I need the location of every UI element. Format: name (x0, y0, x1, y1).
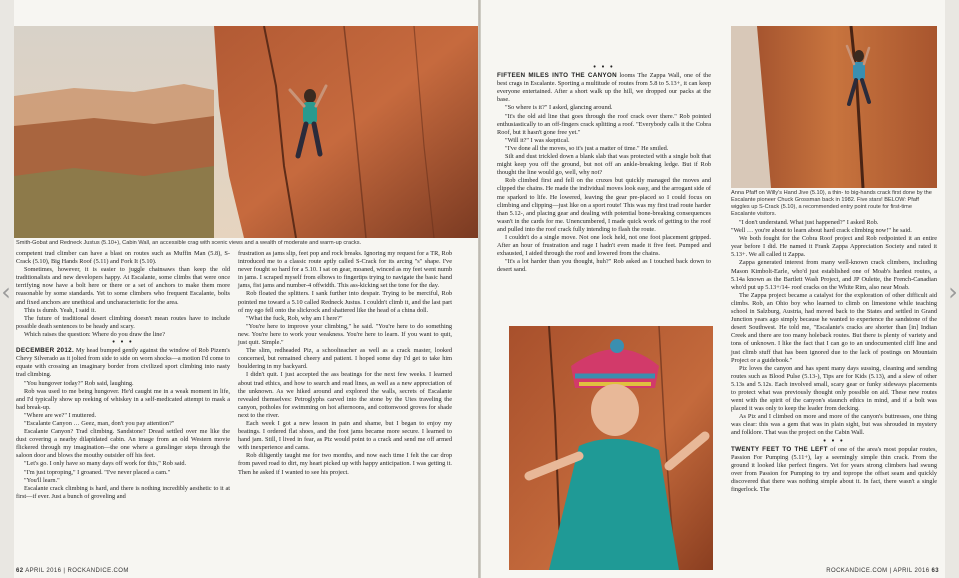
left-column-2 (238, 250, 452, 477)
paragraph: Escalante crack climbing is hard, and there is nothing incredibly aesthetic to it at first—if ever. Just a bunch of groveling and (16, 484, 230, 500)
section-divider: • • • (112, 339, 134, 347)
paragraph: Rob floated the splitters. I sank further into despair. Trying to be merciful, Rob pointed me toward a 5.10 called Redneck Justus. I couldn't climb it, and the last part of my ego fell onto the slickrock and shattered like the head of a china doll. (238, 290, 452, 314)
paragraph: The Zappa project became a catalyst for the exploration of other difficult aid climbs. Rob, an Ohio boy who learned to climb on limestone while teaching school in Salzburg, Austria, had moved back to the States and settled in Grand Junction years ago simply because he wanted to experience the sandstone of the desert Southwest. He told me, "Escalante's cracks are shorter than [in] Indian Creek and there are too many holeback routes. But there is plenty of variety and tons of unknown. I like the fact that I can go to an undocumented cliff line and just climb stuff that has been ignored due to the lack of postings on Mountain Project or a guidebook." (731, 291, 937, 364)
paragraph: Rob diligently taught me for two months, and now each time I felt the car drop from paved road to dirt, my heart picked up with happy anticipation. I was getting it. Then he asked if I wanted to see his project. (238, 452, 452, 476)
section-lead-in: DECEMBER 2012. (16, 347, 75, 355)
paragraph: "I'm just toproping," I groaned. "I've never placed a cam." (24, 468, 171, 476)
paragraph: of one of the area's most popular routes, Passion For Pumping (5.11+), lay a seemingly simple thin crack. From the ground it looked like perfect fingers. Yet for years strong climbers had swung over from Passion for Pumping to try and toprope the offset seam and quickly discovered that there was nothing simple about it. In fact, there wasn't a single fingerlock. The (731, 445, 937, 494)
climber-photo-image (509, 326, 713, 570)
climber-photo-cabin-wall (14, 26, 478, 238)
section-lead-in: TWENTY FEET TO THE LEFT (731, 445, 828, 453)
photo-caption: Smith-Gobat and Redneck Justus (5.10+), Cabin Wall, an accessible crag with scenic views and a wealth of moderate and warm-up cracks. (16, 240, 362, 246)
paragraph: We both fought for the Cobra Roof project and Rob redpointed it an entire year before I did. He named it Frank Zappa Appreciation Society and rated it 5.13+. We all called it Zappa. (731, 235, 937, 259)
climber-photo-s-crack (509, 326, 713, 570)
paragraph: "You'll learn." (24, 476, 60, 484)
paragraph: Sometimes, however, it is easier to juggle chainsaws than keep the old traditionalists and new developers happy. At Escalante, some climbs that were once terrifying now have a bolt here or there or a set of anchors to make them more reasonable by some standards. Yet to some climbers who frequent Escalante, bolts and fixed anchors are unethical and uncharacteristic for the area. (16, 266, 230, 306)
paragraph: "You hungover today?" Rob said, laughing. (24, 379, 134, 387)
next-page-arrow-icon[interactable]: › (948, 278, 958, 306)
paragraph: "So where is it?" I asked, glancing around. (505, 104, 613, 112)
right-column-1 (497, 66, 711, 274)
section-divider: • • • (823, 437, 845, 445)
paragraph: "What the fuck, Rob, why am I here?" (246, 314, 343, 322)
paragraph: "Where are we?" I muttered. (24, 411, 97, 419)
paragraph: I didn't quit. I just accepted the ass beatings for the next few weeks. I learned about trad ethics, and how to search and read lines, as well as a new appreciation of the unknown. As we hiked around and explored the walls, secrets of Escalante revealed themselves: Petroglyphs carved into the stone by the Utes traveling the canyon, potholes for swimming on hot afternoons, and cottonwood groves for shade next to the river. (238, 371, 452, 419)
paragraph: frustration as jams slip, feet pop and rock breaks. Ignoring my request for a TR, Rob introduced me to a classic route aptly called S-Crack for its arcing "s" shape. I've never fought so hard for a 5.10. I sat on gear, moaned, winced as my feet went numb in jams. I scraped myself from elbows to fingertips trying to navigate the basic hand jams, fist jams and number-4 offwidth. This ass-kicking set the tone for the day. (238, 250, 452, 290)
left-column-1 (16, 250, 230, 501)
paragraph: Piz loves the canyon and has spent many days sussing, cleaning and sending routes such as Blood Pulse (5.13-), Tips are for Kids (5.13), and a slew of other 5.13s and 5.12s. Each involved small, scary gear or funky sideways placements to protect what was previously thought only possible on aid. These new routes went with the spirit of the canyon's staunch ethics in mind, and if a bolt was placed it was only to keep the leader from decking. (731, 364, 937, 413)
paragraph: "Escalante Canyon … Geez, man, don't you pay attention?" (24, 419, 175, 427)
paragraph: "I don't understand. What just happened?" I asked Rob. (739, 219, 879, 226)
left-page (14, 0, 478, 578)
paragraph: This is dumb. Yeah, I said it. (24, 306, 97, 314)
page-number: 63 (931, 568, 939, 574)
paragraph: As Piz and I climbed on more and more of the canyon's buttresses, one thing was clear: this was a gem that was in plain sight, but was shrouded in mystery and folklore. That was the project on the Cabin Wall. (731, 413, 937, 437)
section-divider: • • • (593, 64, 615, 71)
folio-text: ROCKANDICE.COM | APRIL 2016 (826, 568, 930, 574)
page-folio-left (16, 568, 129, 574)
paragraph: "It's a lot harder than you thought, huh?" Rob asked as I touched back down to desert sand. (497, 258, 711, 274)
paragraph: My head bumped gently against the window of Rob Pizem's Chevy Silverado as it jolted from side to side on worn shocks—a motion I'd come to equate with crossing an imaginary border from civilized sport climbing into nasty trad climbing. (16, 347, 230, 379)
page-number: 62 (16, 568, 24, 574)
right-page (481, 0, 945, 578)
climber-photo-image (731, 26, 937, 188)
paragraph: "I've done all the moves, so it's just a matter of time." He smiled. (505, 144, 669, 152)
page-folio-right (826, 568, 939, 574)
paragraph: Zappa generated interest from many well-known crack climbers, including Mason Kimbolt-Earle, who'd just established one of Moab's hardest routes, a 5.14a known as the Bartlett Wash Project, and JP Oulette, the French-Canadian who'd put up 5.13+/14- roof cracks on the White Rim, also near Moab. (731, 259, 937, 291)
paragraph: Rob was used to me being hungover. He'd caught me in a weak moment in life, and I'd typically show up reeking of whiskey in a self-medicated attempt to mask a bad break-up. (16, 387, 230, 411)
climber-photo-image (14, 26, 478, 238)
paragraph: Each week I got a new lesson in pain and shame, but I began to enjoy my beatings. I ordered flat shoes, and the foot jams became more secure. I learned to hand jam. Still, I lived in fear, as Piz would point to a crack and send me off armed with inexperience and cams. (238, 419, 452, 452)
paragraph: I couldn't do a single move. Not one lock held, not one foot placement gripped. After an hour of frustration and rage I hadn't even made it five feet. Pumped and exhausted, I aided through the roof and lowered from the chains. (497, 233, 711, 258)
paragraph: "Well … you're about to learn about hard crack climbing now!" he said. (731, 227, 912, 235)
paragraph: "You're here to improve your climbing," he said. "You're here to do something new. You're here to work your weakness. You're here to learn. If you want to quit, just quit. Simple." (238, 322, 452, 347)
paragraph: competent trad climber can have a blast on routes such as Muffin Man (5.8), S-Crack (5.10), Big Hands Roof (5.11) and Fork It (5.10). (16, 250, 230, 266)
folio-text: APRIL 2016 | ROCKANDICE.COM (25, 568, 129, 574)
paragraph: "It's the old aid line that goes through the roof crack over there." Rob pointed enthusiastically to an off-fingers crack splitting a roof. "Everybody calls it the Cobra Roof, but it hasn't gone free yet." (497, 112, 711, 136)
paragraph: "Let's go. I only have so many days off work for this," Rob said. (24, 460, 187, 468)
paragraph: looms The Zappa Wall, one of the best crags in Escalante. Sporting a multitude of routes from 5.8 to 5.13+, it can keep everyone entertained. After a short walk up the hill, we dropped our packs at the base. (497, 72, 711, 104)
section-lead-in: FIFTEEN MILES INTO THE CANYON (497, 72, 617, 80)
previous-page-arrow-icon[interactable]: ‹ (1, 278, 11, 306)
paragraph: Escalante Canyon? Trad climbing. Sandstone? Dread settled over me like the dust covering a nearby dilapidated cabin. An image from an old Western movie flickered through my imagination—the one where a gunslinger steps through the saloon door and blows the mouthy outsider off his feet. (16, 428, 230, 460)
climber-photo-hand-jive (731, 26, 937, 188)
paragraph: Rob climbed first and fell on the cruxes but quickly managed the moves and clipped the chains. He made the individual moves look easy, and the arrogant side of me sparked to life. He lowered, leaving the gear pre-placed so I could focus on climbing and clipping—just like on a sport route! This was my first trad route harder than 5.12-, and placing gear and dealing with potential bone-breaking consequences wasn't in the cards for me. Unencumbered, I made quick work of getting to the roof and pulled into the roof crack fully intending to flash the route. (497, 177, 711, 233)
right-column-2 (731, 219, 937, 494)
paragraph: The future of traditional desert climbing doesn't mean routes have to include possible death sentences to be heady and scary. (16, 314, 230, 330)
paragraph: The slim, redheaded Piz, a schoolteacher as well as a crack master, looked concerned, but remained cheery and patient. I hoped some day I'd get to take him bouldering in my backyard. (238, 347, 452, 371)
paragraph: Which raises the question: Where do you draw the line? (24, 330, 165, 338)
photo-caption: Anna Pfaff on Willy's Hand Jive (5.10), a thin- to big-hands crack first done by the Escalante pioneer Chuck Grossman back in 1982. Five stars! BELOW: Pfaff wiggles up S-Crack (5.10), a recommended entry point route for first-time Escalante visitors. (731, 190, 932, 217)
paragraph: Silt and dust trickled down a blank slab that was protected with a single bolt that might keep you off the ground, but not off an ankle-breaking ledge. But if Rob thought the line would go, well, why not? (497, 153, 711, 177)
paragraph: "Will it?" I was skeptical. (505, 136, 570, 144)
